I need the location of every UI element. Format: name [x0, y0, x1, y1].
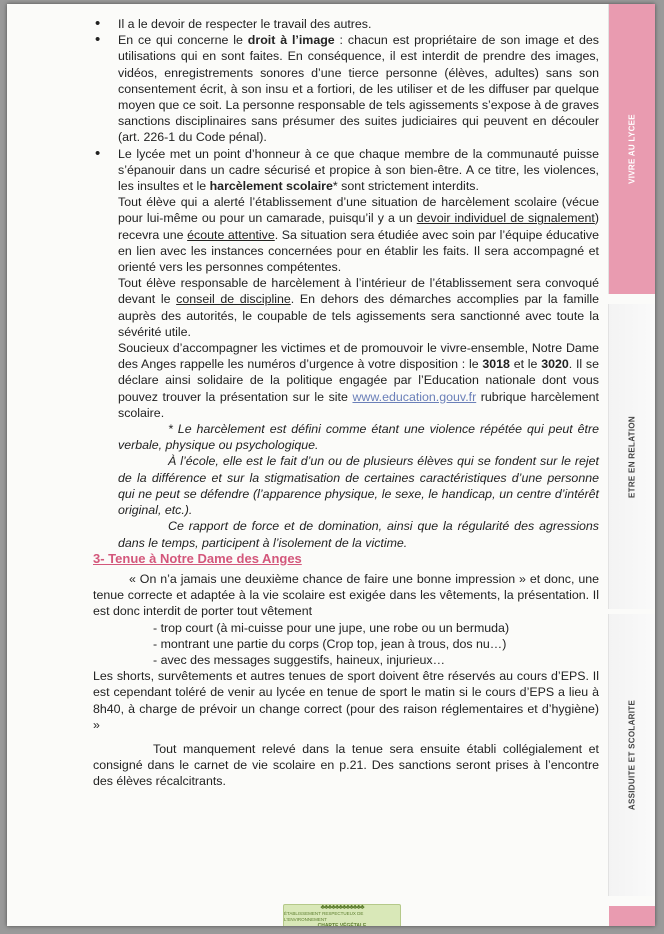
side-tab-label: ETRE EN RELATION — [627, 415, 637, 498]
side-tab-label: ASSIDUITE ET SCOLARITE — [627, 699, 637, 811]
section-heading-tenue: 3- Tenue à Notre Dame des Anges — [93, 550, 302, 566]
side-tab-assiduite[interactable] — [608, 614, 655, 896]
bullet-harcelement: • Le lycée met un point d’honneur à ce que chaque membre de la communauté puisse s’épanouir dans un cadre sécurisé et propice à son bien-être. A ce titre, les violences, les insultes et le harcèlement scolaire* sont strictement interdits. — [93, 146, 599, 195]
underline-ecoute: écoute attentive — [187, 227, 275, 242]
footnote-rapport-force: Ce rapport de force et de domination, ainsi que la régularité des agressions dans le temps, participent à l’isolement de la victime. — [118, 519, 599, 550]
phone-3020: 3020 — [541, 357, 569, 372]
side-tab-label: VIVRE AU LYCEE — [627, 114, 637, 184]
body-text — [93, 16, 599, 790]
paragraph-numeros-urgence: Soucieux d’accompagner les victimes et de promouvoir le vivre-ensemble, Notre Dame des Anges rappelle les numéros d’urgence à votre disposition : le 3018 et le 3020. Il se déclare ainsi solidaire de la politique engagée par l’Education nationale dont vous pouvez trouver la présentation sur le site www.education.gouv.fr rubrique harcèlement scolaire. — [118, 341, 599, 420]
document-page — [7, 4, 655, 926]
trees-icon: ♣♣♣♣♣♣♣♣♣♣♣♣ — [320, 903, 364, 911]
list-item: - avec des messages suggestifs, haineux, injurieux… — [153, 652, 446, 667]
bullet-droit-image: • En ce qui concerne le droit à l’image : chacun est propriétaire de son image et des utilisations qui en sont faites. En conséquence, il est interdit de prendre des images, vidéos, enregistrements sonores d’une tierce personne (élèves, adultes) sans son consentement écrit, à son insu et a fortiori, de les utiliser et de les diffuser par quelque moyen que ce soit. La personne responsable de tels agissements s’expose à de graves sanctions disciplinaires sans présumer des suites judiciaires qui peuvent en découler (art. 226-1 du Code pénal). — [93, 32, 599, 145]
list-item: - trop court (à mi-cuisse pour une jupe, une robe ou un bermuda) — [153, 620, 510, 635]
eco-charter-badge: ♣♣♣♣♣♣♣♣♣♣♣♣ ÉTABLISSEMENT RESPECTUEUX DE L'ENVIRONNEMENT CHARTE VÉGÉTALE — [283, 904, 401, 926]
keyword-harcelement: harcèlement scolaire — [209, 179, 333, 194]
side-tab-vivre-au-lycee[interactable] — [608, 4, 655, 294]
paragraph-signalement: Tout élève qui a alerté l’établissement d’une situation de harcèlement scolaire (vécue pour lui-même ou pour un camarade, puisqu’il y a un devoir individuel de signalement) recevra une écoute attentive. Sa situation sera étudiée avec soin par l’équipe éducative en lien avec les instances concernées pour en établir les faits. Il sera accompagné et orienté vers les personnes compétentes. — [118, 195, 599, 275]
paragraph-tenue-intro: « On n’a jamais une deuxième chance de faire une bonne impression » et donc, une tenue correcte et adaptée à la vie scolaire est exigée dans les vêtements, la présentation. Il est donc interdit de porter tout vêtement — [93, 571, 599, 619]
bullet-respect-travail: • Il a le devoir de respecter le travail des autres. — [93, 16, 599, 32]
paragraph-tenue-sport: Les shorts, survêtements et autres tenues de sport doivent être réservés au cours d’EPS. Il est cependant toléré de venir au lycée en tenue de sport le matin si le cours d’EPS a lieu à 8h40, à charge de prévoir un change correct (pour des raison réglementaires et d’hygiène) » — [93, 669, 599, 732]
underline-conseil-discipline: conseil de discipline — [176, 292, 291, 307]
paragraph-conseil-discipline: Tout élève responsable de harcèlement à l’intérieur de l’établissement sera convoqué devant le conseil de discipline. En dehors des démarches accomplies par la famille auprès des autorités, le coupable de tels agissements sera sanctionné avec toute la sévérité utile. — [118, 276, 599, 339]
keyword-droit-image: droit à l’image — [247, 33, 335, 48]
footnote-definition: * Le harcèlement est défini comme étant une violence répétée qui peut être verbale, physique ou psychologique. — [118, 422, 599, 453]
side-tab-etre-en-relation[interactable] — [608, 304, 655, 609]
paragraph-sanctions: Tout manquement relevé dans la tenue sera ensuite établi collégialement et consigné dans le carnet de vie scolaire en p.21. Des sanctions seront prises à l’encontre des élèves récalcitrants. — [93, 741, 599, 789]
footnote-ecole: À l’école, elle est le fait d’un ou de plusieurs élèves qui se fondent sur le rejet de la différence et sur la stigmatisation de certaines caractéristiques d’une personne qui ne peut se défendre (l’apparence physique, le sexe, le handicap, un centre d’intérêt original, etc.). — [118, 454, 599, 518]
list-item: - montrant une partie du corps (Crop top, jean à trous, dos nu…) — [153, 636, 507, 651]
side-tab-marker — [609, 906, 655, 926]
phone-3018: 3018 — [482, 357, 510, 372]
education-gouv-link[interactable]: www.education.gouv.fr — [352, 389, 477, 404]
underline-devoir-signalement: devoir individuel de signalement — [416, 211, 595, 226]
